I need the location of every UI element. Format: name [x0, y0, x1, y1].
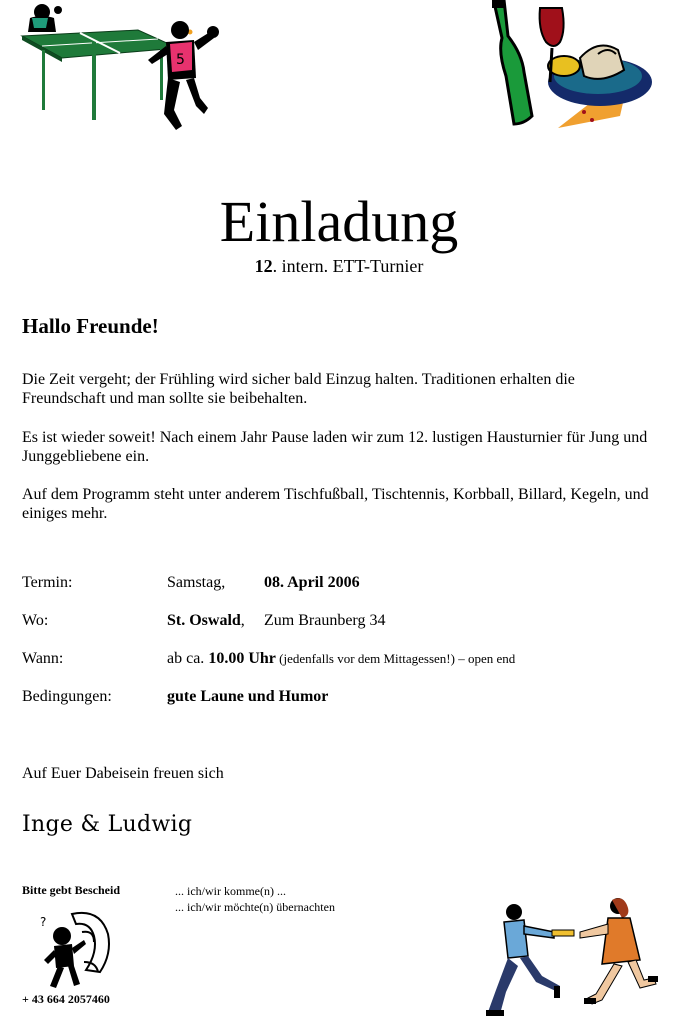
- signature: Inge & Ludwig: [22, 812, 193, 837]
- phone-character-clipart: [38, 910, 114, 990]
- closing-text: Auf Euer Dabeisein freuen sich: [22, 765, 224, 782]
- paragraph-tournament: Es ist wieder soweit! Nach einem Jahr Pause laden wir zum 12. lustigen Hausturnier für Jung und Junggebliebene ein.: [22, 429, 648, 465]
- subtitle-number: 12: [254, 256, 273, 276]
- termin-value: [167, 573, 360, 593]
- rsvp-option-come: ... ich/wir komme(n) ...: [175, 884, 286, 898]
- detail-row-wann: [22, 649, 662, 669]
- wo-comma: ,: [240, 612, 245, 629]
- wine-food-clipart: [488, 0, 656, 132]
- wann-label: Wann:: [22, 650, 64, 667]
- paragraph-program: Auf dem Programm steht unter anderem Tischfußball, Tischtennis, Korbball, Billard, Kegeln, und einiges mehr.: [22, 486, 649, 522]
- wann-value: [167, 649, 515, 669]
- detail-row-bedingungen: [22, 687, 662, 707]
- table-tennis-clipart: [18, 2, 218, 134]
- termin-day: Samstag,: [167, 574, 226, 591]
- detail-row-wo: [22, 611, 662, 631]
- wo-value: [167, 611, 386, 631]
- rsvp-label: Bitte gebt Bescheid: [22, 883, 120, 897]
- detail-row-termin: [22, 573, 662, 593]
- wann-suffix: – open end: [454, 651, 516, 666]
- svg-text:5: 5: [176, 52, 185, 68]
- page-title: Einladung: [219, 189, 459, 254]
- relay-runners-clipart: [484, 894, 660, 1020]
- paragraph-intro: Die Zeit vergeht; der Frühling wird sicher bald Einzug halten. Traditionen erhalten die Freundschaft und man sollte sie beibehalten.: [22, 371, 575, 407]
- subtitle-text: . intern. ETT-Turnier: [272, 256, 424, 276]
- rsvp-option-stay: ... ich/wir möchte(n) übernachten: [175, 900, 335, 914]
- wo-label: Wo:: [22, 612, 49, 629]
- wann-prefix: ab ca.: [167, 650, 209, 667]
- phone-number: + 43 664 2057460: [22, 992, 110, 1006]
- greeting-heading: Hallo Freunde!: [22, 314, 159, 338]
- page-subtitle: [0, 256, 678, 276]
- wo-street: Zum Braunberg 34: [264, 612, 386, 629]
- bedingungen-value: gute Laune und Humor: [167, 688, 329, 705]
- termin-date: 08. April 2006: [264, 574, 360, 591]
- wann-time: 10.00 Uhr: [208, 650, 276, 667]
- svg-text:?: ?: [40, 915, 47, 929]
- termin-label: Termin:: [22, 574, 73, 591]
- bedingungen-label: Bedingungen:: [22, 688, 112, 705]
- wo-place: St. Oswald: [167, 612, 241, 629]
- wann-note: (jedenfalls vor dem Mittagessen!): [275, 651, 455, 666]
